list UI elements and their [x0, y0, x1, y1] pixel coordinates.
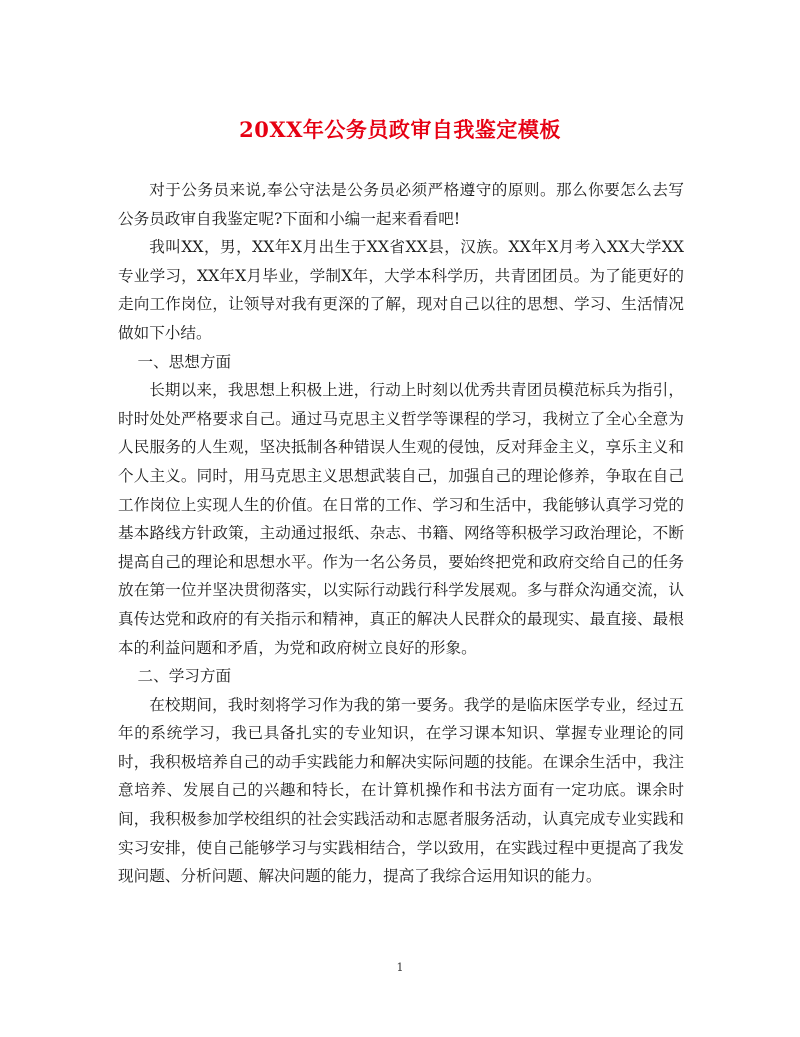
section-heading-study: 二、学习方面: [137, 667, 232, 686]
section-heading-thought: 一、思想方面: [137, 352, 232, 371]
document-title: 20XX年公务员政审自我鉴定模板: [239, 117, 561, 142]
document-body: [118, 176, 684, 891]
intro-paragraph: 对于公务员来说,奉公守法是公务员必须严格遵守的原则。那么你要怎么去写公务员政审自我鉴定呢?下面和小编一起来看看吧!: [118, 181, 684, 228]
thought-paragraph: 长期以来，我思想上积极上进，行动上时刻以优秀共青团员模范标兵为指引，时时处处严格要求自己。通过马克思主义哲学等课程的学习，我树立了全心全意为人民服务的人生观，坚决抵制各种错误人生观的侵蚀，反对拜金主义，享乐主义和个人主义。同时，用马克思主义思想武装自己，加强自己的理论修养，争取在自己工作岗位上实现人生的价值。在日常的工作、学习和生活中，我能够认真学习党的基本路线方针政策，主动通过报纸、杂志、书籍、网络等积极学习政治理论，不断提高自己的理论和思想水平。作为一名公务员，要始终把党和政府交给自己的任务放在第一位并坚决贯彻落实，以实际行动践行科学发展观。多与群众沟通交流，认真传达党和政府的有关指示和精神，真正的解决人民群众的最现实、最直接、最根本的利益问题和矛盾，为党和政府树立良好的形象。: [118, 381, 684, 657]
background-paragraph: 我叫XX，男，XX年X月出生于XX省XX县，汉族。XX年X月考入XX大学XX专业学习，XX年X月毕业，学制X年，大学本科学历，共青团团员。为了能更好的走向工作岗位，让领导对我有更深的了解，现对自己以往的思想、学习、生活情况做如下小结。: [118, 238, 684, 342]
study-paragraph: 在校期间，我时刻将学习作为我的第一要务。我学的是临床医学专业，经过五年的系统学习，我已具备扎实的专业知识，在学习课本知识、掌握专业理论的同时，我积极培养自己的动手实践能力和解决实际问题的技能。在课余生活中，我注意培养、发展自己的兴趣和特长，在计算机操作和书法方面有一定功底。课余时间，我积极参加学校组织的社会实践活动和志愿者服务活动，认真完成专业实践和实习安排，使自己能够学习与实践相结合，学以致用，在实践过程中更提高了我发现问题、分析问题、解决问题的能力，提高了我综合运用知识的能力。: [118, 695, 684, 886]
page-number: 1: [396, 961, 404, 974]
